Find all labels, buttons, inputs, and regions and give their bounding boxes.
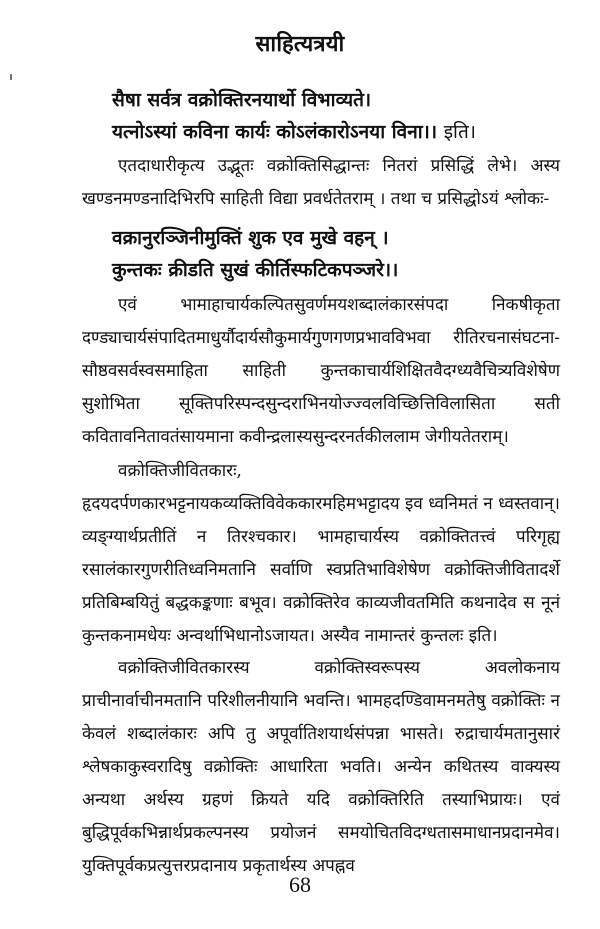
verse-1-line-1: सैषा सर्वत्र वक्रोक्तिरनयार्थो विभाव्यते। [112, 89, 372, 111]
verse-1-iti: इति। [443, 121, 476, 143]
page-number: 68 [289, 872, 311, 897]
verse-1-line-2 [112, 116, 476, 148]
page-header-title: साहित्यत्रयी [255, 31, 345, 57]
margin-mark [10, 74, 12, 80]
paragraph-4: वक्रोक्तिजीवितकारस्य वक्रोक्तिस्वरूपस्य अवलोकनाय प्राचीनार्वाचीनमतानि परिशीलनीयानि भवन्ति। भामहदण्डिवामनमतेषु वक्रोक्तिः न केवलं शब्दालंकारः अपि तु अपूर्वातिशयार्थसंपन्ना भासते। रुद्राचार्यमतानुसारं श्लेषकाकुस्वरादिषु वक्रोक्तिः आधारिता भवति। अन्येन कथितस्य वाक्यस्य अन्यथा अर्थस्य ग्रहणं क्रियते यदि वक्रोक्तिरिति तस्याभिप्रायः। एवं बुद्धिपूर्वकभिन्नार्थप्रकल्पनस्य प्रयोजनं समयोचितविदग्धतासमाधानप्रदानमेव। युक्तिपूर्वकप्रत्युत्तरप्रदानाय प्रकृतार्थस्य अपह्नव [82, 658, 560, 876]
verse-1-line-2-text: यत्नोऽस्यां कविना कार्यः कोऽलंकारोऽनया विना।। [112, 121, 438, 143]
paragraph-3: वक्रोक्तिजीवितकारः, हृदयदर्पणकारभट्टनायकव्यक्तिविवेककारमहिमभट्टादय इव ध्वनिमतं न ध्वस्तवान्। व्यङ्ग्यार्थप्रतीतिं न तिरश्चकार। भामहाचार्यस्य वक्रोक्तितत्त्वं परिगृह्य रसालंकारगुणरीतिध्वनिमतानि सर्वाणि स्वप्रतिभाविशेषेण वक्रोक्तिजीवितादर्शे प्रतिबिम्बयितुं बद्धकङ्कणाः बभूव। वक्रोक्तिरेव काव्यजीवतमिति कथनादेव स नूनं कुन्तकनामधेयः अन्वर्थाभिधानोऽजायत। अस्यैव नामान्तरं कुन्तलः इति। [82, 461, 560, 646]
verse-2-line-2: कुन्तकः क्रीडति सुखं कीर्तिस्फटिकपञ्जरे।। [112, 259, 399, 281]
verse-block-2 [112, 222, 398, 286]
verse-2-line-1: वक्रानुरञ्जिनीमुक्तिं शुक एव मुखे वहन् । [112, 227, 389, 249]
paragraph-2: एवं भामाहाचार्यकल्पितसुवर्णमयशब्दालंकारसंपदा निकषीकृता दण्ड्याचार्यसंपादितमाधुर्यौदार्यसौकुमार्यगुणगणप्रभावविभवा रीतिरचनासंघटना- सौष्ठवसर्वस्वसमाहिता साहिती कुन्तकाचार्यशिक्षितवैदग्ध्यवैचित्र्यविशेषेण सुशोभिता सूक्तिपरिस्पन्दसुन्दराभिनयोज्ज्वलविच्छित्तिविलासिता सती कवितावनितावतंसायमाना कवीन्द्रलास्यसुन्दरनर्तकीललाम जेगीयतेतराम्। [82, 295, 560, 447]
paragraph-1: एतदाधारीकृत्य उद्भूतः वक्रोक्तिसिद्धान्तः नितरां प्रसिद्धिं लेभे। अस्य खण्डनमण्डनादिभिरपि साहिती विद्या प्रवर्धतेतराम् । तथा च प्रसिद्धोऽयं श्लोकः- [82, 156, 560, 209]
verse-block-1 [112, 84, 476, 148]
